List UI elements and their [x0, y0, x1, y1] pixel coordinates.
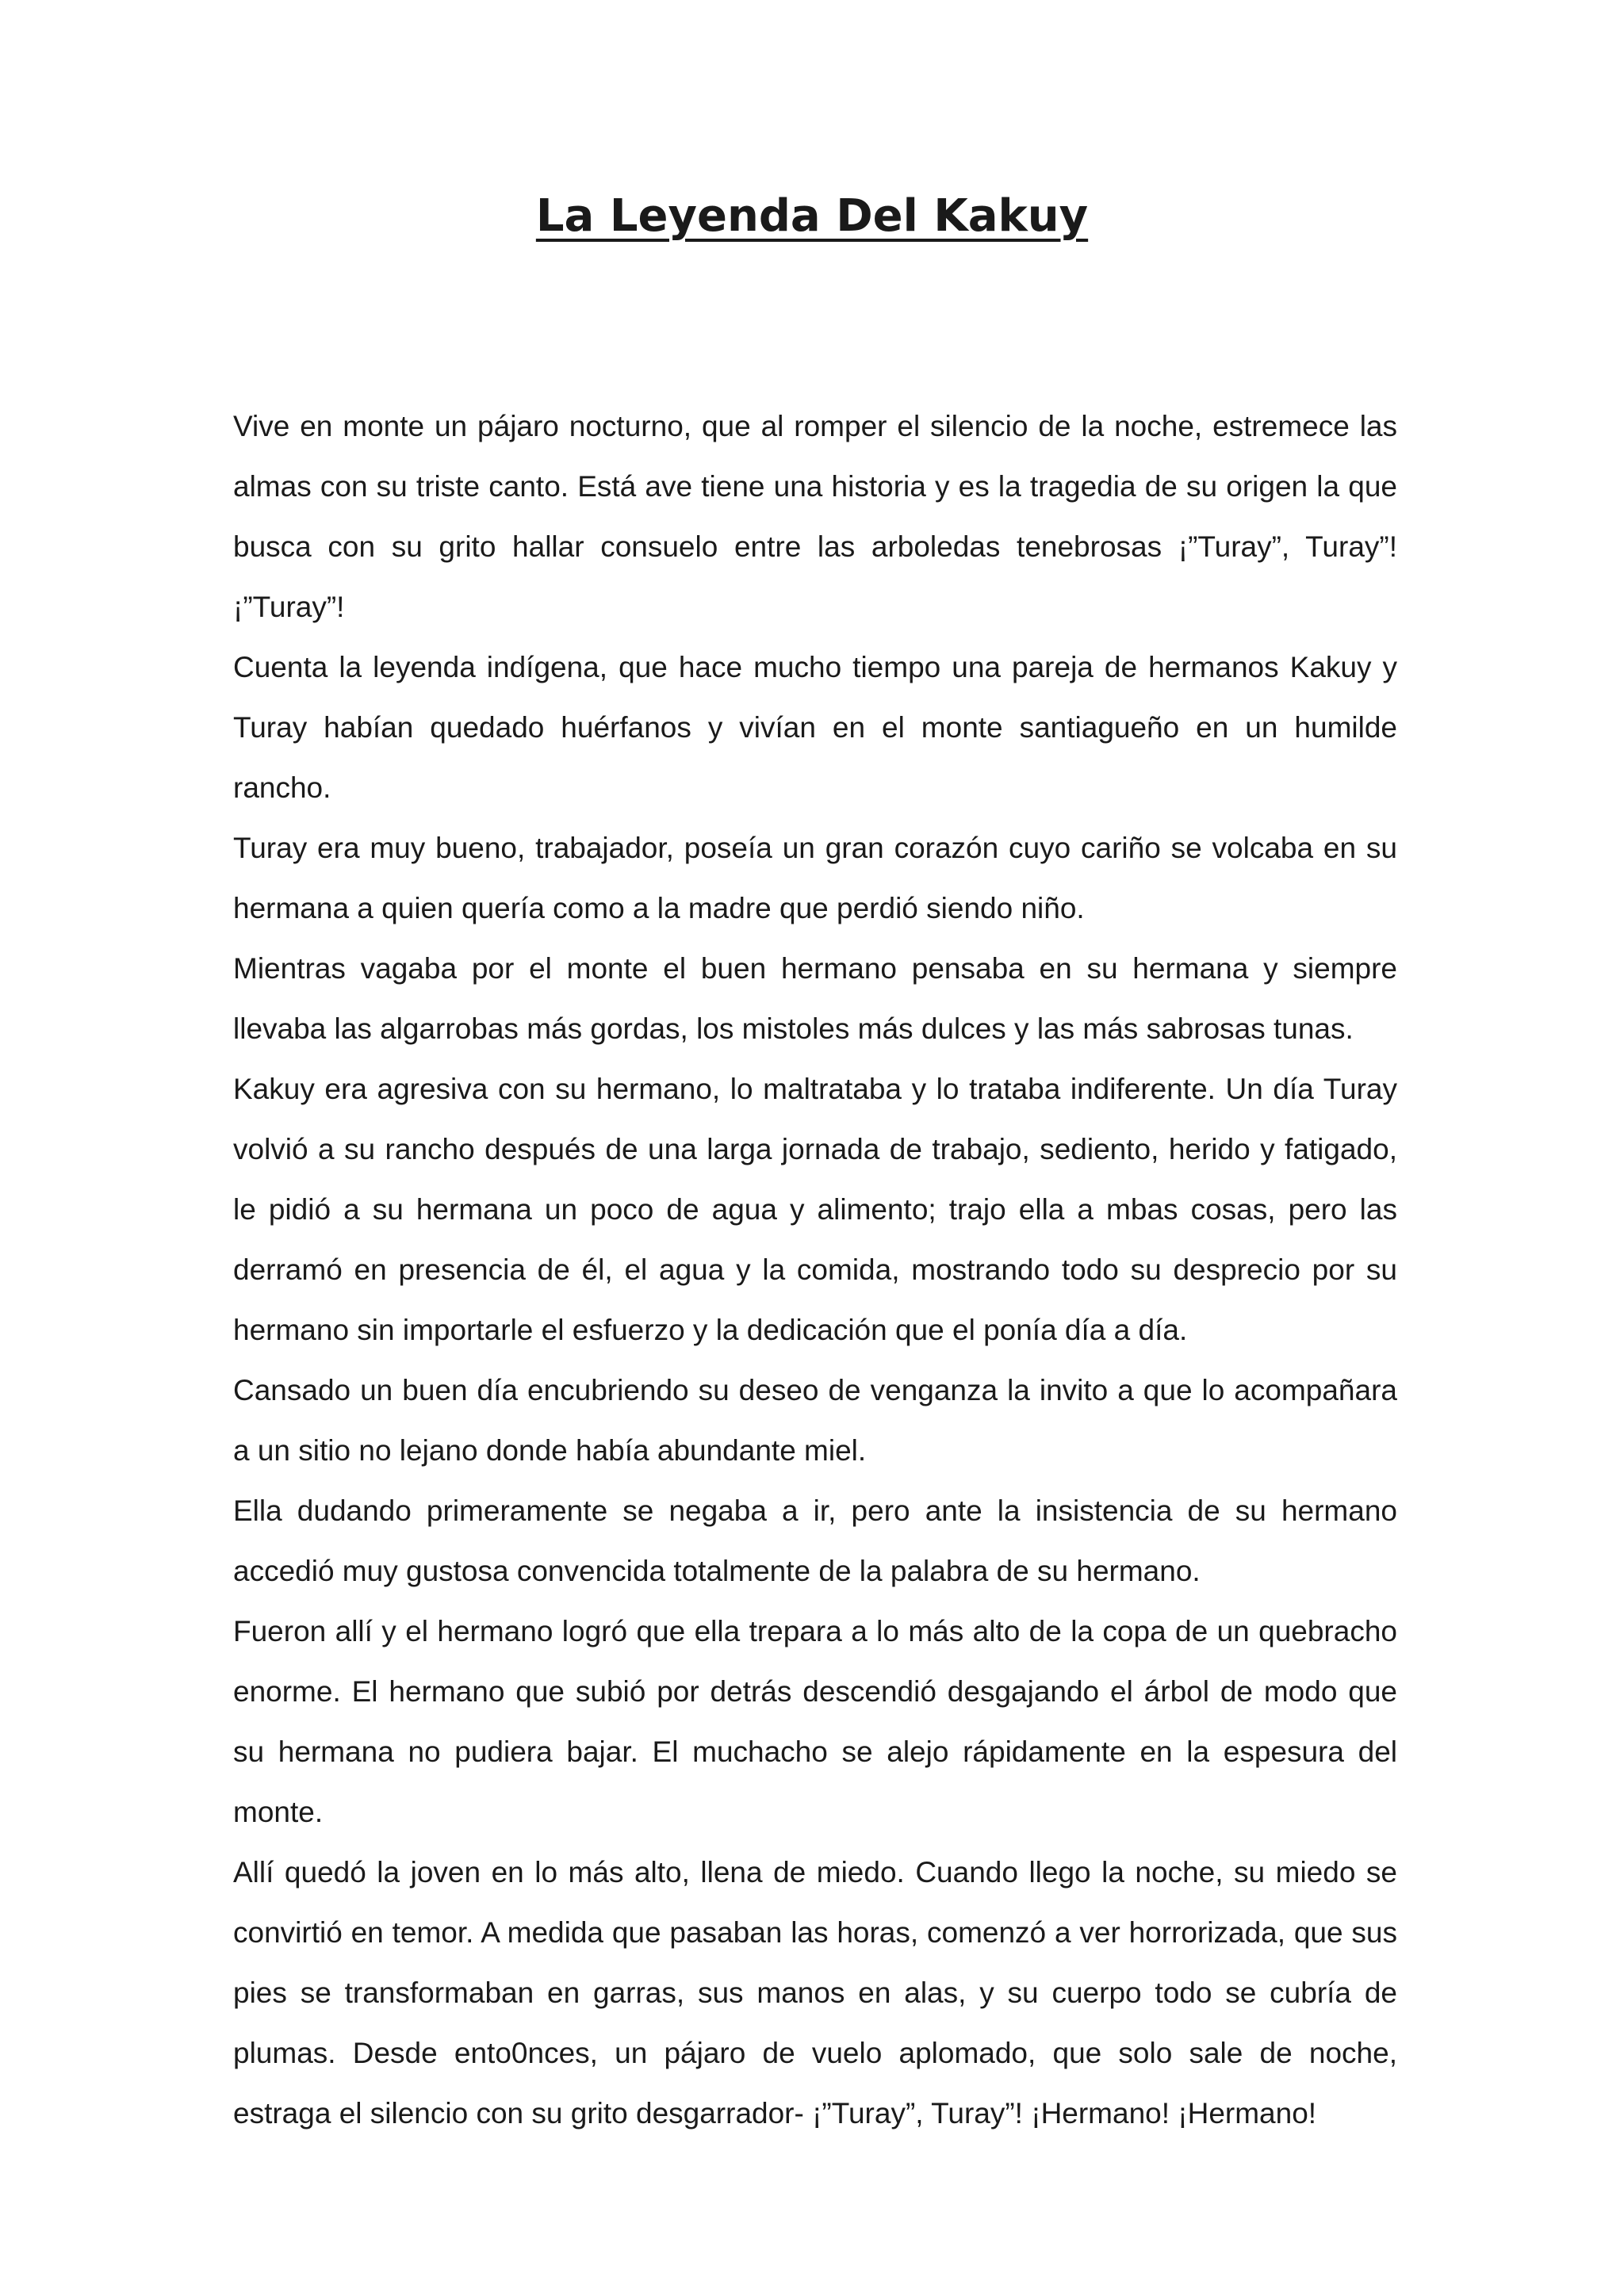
paragraph-2: Cuenta la leyenda indígena, que hace mucho tiempo una pareja de hermanos Kakuy y Turay habían quedado huérfanos y vivían en el monte santiagueño en un humilde rancho. [233, 651, 1397, 804]
document-body [233, 396, 1397, 2144]
paragraph-4: Mientras vagaba por el monte el buen hermano pensaba en su hermana y siempre llevaba las algarrobas más gordas, los mistoles más dulces y las más sabrosas tunas. [233, 952, 1397, 1045]
document-title-text: La Leyenda Del Kakuy [535, 190, 1089, 242]
paragraph-8: Fueron allí y el hermano logró que ella trepara a lo más alto de la copa de un quebracho enorme. El hermano que subió por detrás descendió desgajando el árbol de modo que su hermana no pudiera bajar. El muchacho se alejo rápidamente en la espesura del monte. [233, 1615, 1397, 1828]
paragraph-3: Turay era muy bueno, trabajador, poseía un gran corazón cuyo cariño se volcaba en su hermana a quien quería como a la madre que perdió siendo niño. [233, 832, 1397, 924]
document-title [0, 190, 1624, 242]
paragraph-1: Vive en monte un pájaro nocturno, que al romper el silencio de la noche, estremece las almas con su triste canto. Está ave tiene una historia y es la tragedia de su origen la que busca con su grito hallar consuelo entre las arboledas tenebrosas ¡”Turay”, Turay”! ¡”Turay”! [233, 410, 1397, 623]
paragraph-6: Cansado un buen día encubriendo su deseo de venganza la invito a que lo acompañara a un sitio no lejano donde había abundante miel. [233, 1374, 1397, 1467]
paragraph-9: Allí quedó la joven en lo más alto, llena de miedo. Cuando llego la noche, su miedo se convirtió en temor. A medida que pasaban las horas, comenzó a ver horrorizada, que sus pies se transformaban en garras, sus manos en alas, y su cuerpo todo se cubría de plumas. Desde ento0nces, un pájaro de vuelo aplomado, que solo sale de noche, estraga el silencio con su grito desgarrador- ¡”Turay”, Turay”! ¡Hermano! ¡Hermano! [233, 1856, 1397, 2130]
paragraph-5: Kakuy era agresiva con su hermano, lo maltrataba y lo trataba indiferente. Un día Turay volvió a su rancho después de una larga jornada de trabajo, sediento, herido y fatigado, le pidió a su hermana un poco de agua y alimento; trajo ella a mbas cosas, pero las derramó en presencia de él, el agua y la comida, mostrando todo su desprecio por su hermano sin importarle el esfuerzo y la dedicación que el ponía día a día. [233, 1073, 1397, 1346]
paragraph-7: Ella dudando primeramente se negaba a ir, pero ante la insistencia de su hermano accedió muy gustosa convencida totalmente de la palabra de su hermano. [233, 1494, 1397, 1587]
